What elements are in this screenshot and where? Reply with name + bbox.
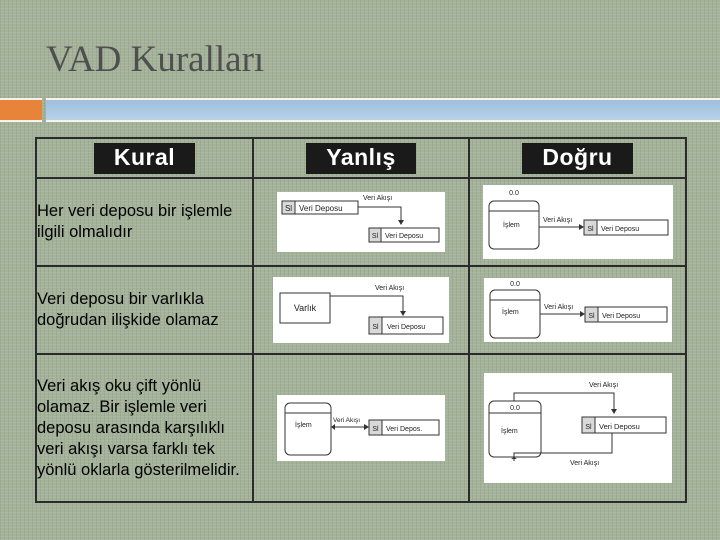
flow-label: Veri Akışı [543,304,573,311]
process-label: İşlem [502,222,520,229]
process-id: 0.0 [509,405,520,412]
data-store-id: Sl [586,226,594,233]
process-id: 0.0 [508,190,519,197]
flow-label-bottom: Veri Akışı [569,460,599,467]
wrong-diagram-3 [277,395,445,461]
data-store-label: Veri Deposu [601,313,640,320]
process-id: 0.0 [509,281,520,288]
data-store-id: Sl [371,233,379,240]
data-store-label: Veri Deposu [387,324,426,331]
flow-label: Veri Akışı [375,285,405,292]
data-store-label: Veri Deposu [299,204,343,213]
header-cell-right [469,138,686,178]
right-diagram-3 [484,373,672,483]
rules-table [35,137,687,503]
rule-text-1: Her veri deposu bir işlemle ilgili olmalıdır [36,178,253,266]
data-store-id: Sl [587,313,595,320]
rule-text-3: Veri akış oku çift yönlü olamaz. Bir işlemle veri deposu arasında karşılıklı veri akışı varsa farklı tek yönlü oklarla gösterilmelidir. [36,354,253,502]
flow-label-top: Veri Akışı [588,382,618,389]
right-diagram-2 [484,278,672,342]
rule-text-2: Veri deposu bir varlıkla doğrudan ilişkide olamaz [36,266,253,354]
process-label: İşlem [295,422,312,429]
header-cell-wrong [253,138,469,178]
right-diagram-1 [483,185,673,259]
data-store-label: Veri Deposu [385,233,424,240]
data-store-label: Veri Depos. [386,426,423,433]
right-cell-3 [469,354,686,502]
data-store-label: Veri Deposu [600,226,639,233]
wrong-diagram-1 [277,192,445,252]
accent-bar-orange [0,98,42,122]
right-cell-1 [469,178,686,266]
wrong-cell-3 [253,354,469,502]
table-row [36,266,686,354]
header-right: Doğru [522,143,632,174]
data-store-id: Sl [584,424,592,431]
data-store-id: Sl [372,426,379,433]
header-wrong: Yanlış [306,143,415,174]
wrong-cell-1 [253,178,469,266]
process-label: İşlem [500,428,518,435]
header-row [36,138,686,178]
data-store-label: Veri Deposu [598,422,640,431]
process-label: İşlem [501,309,519,316]
entity-label: Varlık [293,303,317,313]
flow-label: Veri Akışı [363,195,393,202]
table-row [36,354,686,502]
header-cell-rule [36,138,253,178]
accent-bar-blue [46,98,720,122]
flow-label: Veri Akışı [333,417,361,424]
wrong-cell-2 [253,266,469,354]
data-store-id: Sl [372,324,379,331]
header-rule: Kural [94,143,195,174]
data-store-id: Sl [284,204,293,213]
table-row [36,178,686,266]
slide-title: VAD Kuralları [46,39,265,80]
wrong-diagram-2 [273,277,449,343]
flow-label: Veri Akışı [542,217,572,224]
right-cell-2 [469,266,686,354]
